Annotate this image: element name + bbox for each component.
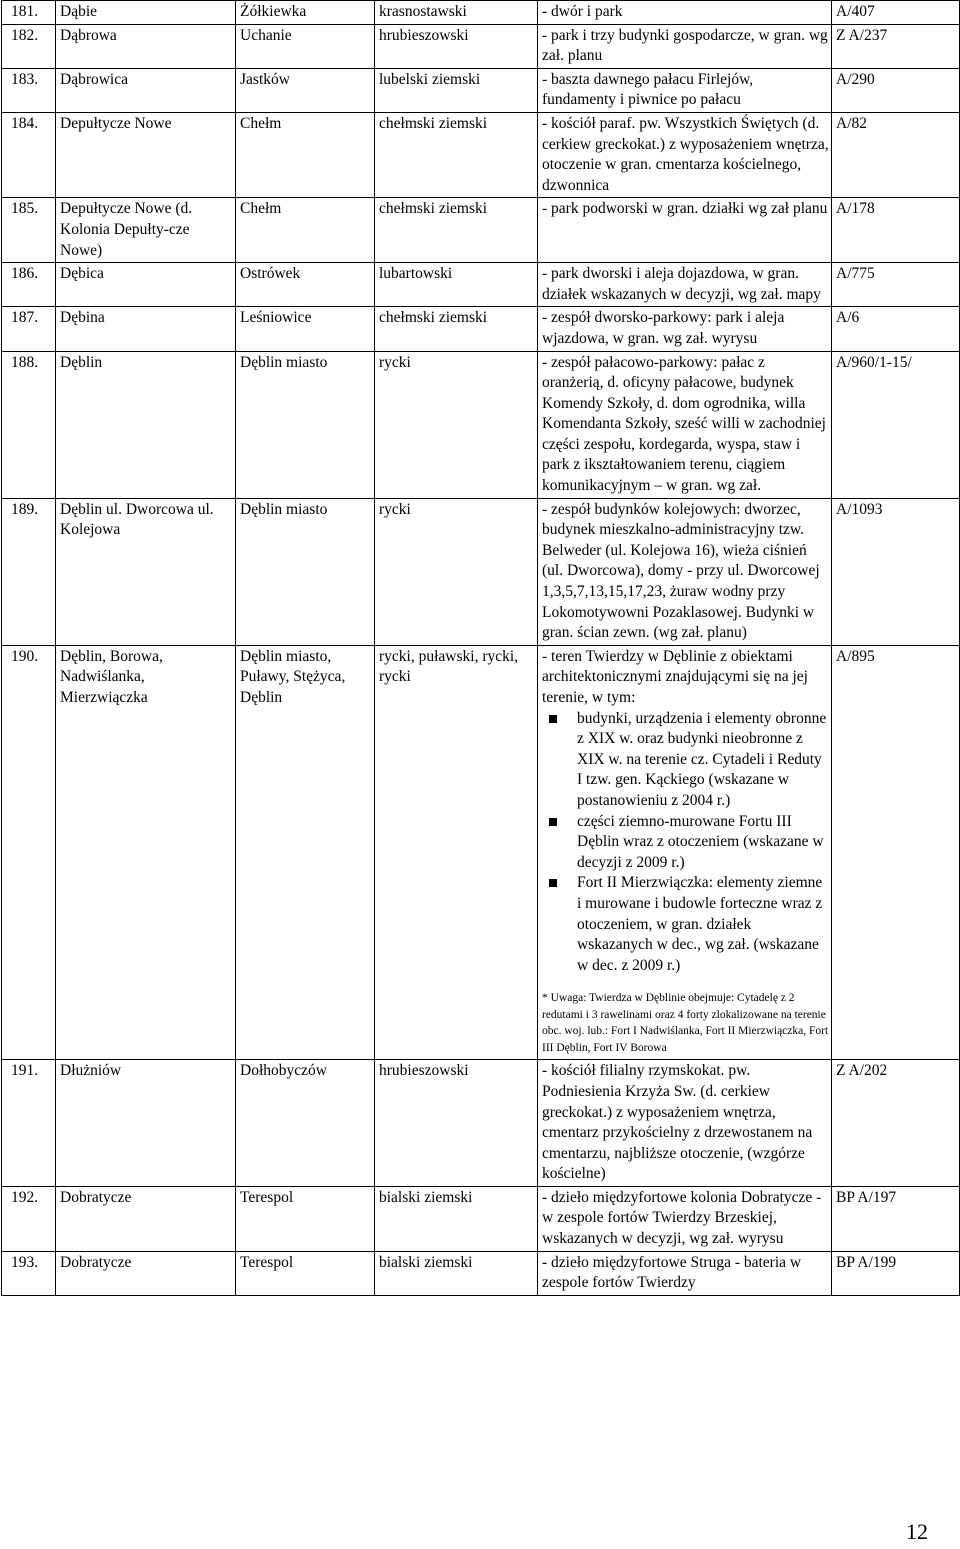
cell-register-number-text: A/290: [836, 70, 875, 88]
cell-description-text: - zespół budynków kolejowych: dworzec, budynek mieszkalno-administracyjny tzw. Belweder (ul. Kolejowa 16), wieża ciśnień (ul. Dworcowa), domy - przy ul. Dworcowej 1,3,5,7,13,15,17,23, żuraw wodny przy Lokomotywowni Pozaklasowej. Budynki w gran. ścian zewn. (wg zał. planu): [542, 500, 820, 642]
cell-place: [56, 1251, 236, 1295]
cell-place: [56, 198, 236, 263]
table-row: [2, 307, 960, 351]
cell-gmina: [236, 1, 375, 25]
cell-register-number-text: Z A/237: [836, 26, 888, 44]
cell-register-number-text: BP A/197: [836, 1188, 897, 1206]
cell-number-text: 193.: [11, 1253, 39, 1271]
cell-register-number: [832, 351, 960, 498]
table-row: [2, 351, 960, 498]
bullet-item: Fort II Mierzwiączka: elementy ziemne i murowane i budowle forteczne wraz z otoczeniem, w gran. działek wskazanych w dec., wg zał. (wskazane w dec. z 2009 r.): [542, 873, 829, 976]
cell-register-number-text: BP A/199: [836, 1253, 897, 1271]
cell-number-text: 188.: [11, 353, 39, 371]
cell-place-text: Dębica: [60, 265, 104, 283]
cell-gmina: [236, 351, 375, 498]
cell-powiat-text: krasnostawski: [379, 3, 467, 20]
cell-gmina: [236, 1251, 375, 1295]
cell-place: [56, 307, 236, 351]
cell-number: [2, 24, 56, 68]
cell-register-number-text: A/960/1-15/: [836, 353, 912, 371]
cell-number: [2, 1251, 56, 1295]
cell-register-number-text: A/895: [836, 647, 875, 665]
cell-description-text: - baszta dawnego pałacu Firlejów, fundamenty i piwnice po pałacu: [542, 70, 754, 109]
cell-gmina-text: Dęblin miasto: [240, 353, 328, 371]
cell-description: [538, 198, 832, 263]
cell-powiat-text: chełmski ziemski: [379, 114, 488, 132]
cell-description-text: - kościół paraf. pw. Wszystkich Świętych (d. cerkiew greckokat.) z wyposażeniem wnętrza, otoczenie w gran. cmentarza kościelnego, dzwonnica: [542, 114, 829, 194]
cell-number: [2, 498, 56, 645]
cell-register-number-text: A/775: [836, 265, 875, 283]
cell-gmina: [236, 198, 375, 263]
cell-powiat: [375, 1186, 538, 1251]
cell-description-text: - dwór i park: [542, 3, 623, 20]
cell-powiat-text: hrubieszowski: [379, 26, 469, 44]
cell-powiat: [375, 1, 538, 25]
cell-description: [538, 263, 832, 307]
cell-number-text: 191.: [11, 1062, 39, 1080]
cell-description: [538, 112, 832, 197]
cell-number: [2, 1186, 56, 1251]
cell-register-number-text: A/82: [836, 114, 867, 132]
cell-description: [538, 351, 832, 498]
cell-powiat-text: chełmski ziemski: [379, 309, 488, 327]
cell-powiat-text: chełmski ziemski: [379, 200, 488, 218]
cell-place: [56, 1060, 236, 1187]
cell-powiat: [375, 263, 538, 307]
register-table: [1, 0, 960, 1296]
cell-register-number-text: A/407: [836, 3, 875, 20]
cell-powiat: [375, 1060, 538, 1187]
cell-powiat-text: rycki: [379, 353, 411, 371]
table-row: [2, 24, 960, 68]
cell-gmina-text: Terespol: [240, 1253, 294, 1271]
cell-description: [538, 68, 832, 112]
cell-description: [538, 645, 832, 1060]
cell-number-text: 185.: [11, 200, 39, 218]
cell-register-number-text: A/178: [836, 200, 875, 218]
cell-gmina: [236, 1186, 375, 1251]
cell-powiat-text: bialski ziemski: [379, 1188, 473, 1206]
table-row: [2, 1060, 960, 1187]
cell-register-number-text: A/6: [836, 309, 860, 327]
cell-gmina: [236, 112, 375, 197]
cell-number: [2, 68, 56, 112]
cell-powiat: [375, 24, 538, 68]
table-row: [2, 498, 960, 645]
cell-number: [2, 1, 56, 25]
cell-number-text: 182.: [11, 26, 39, 44]
cell-register-number: [832, 1, 960, 25]
cell-gmina-text: Terespol: [240, 1188, 294, 1206]
cell-gmina-text: Jastków: [240, 70, 290, 88]
cell-gmina-text: Uchanie: [240, 26, 292, 44]
cell-gmina: [236, 1060, 375, 1187]
cell-register-number: [832, 198, 960, 263]
cell-description-text: - park dworski i aleja dojazdowa, w gran. działek wskazanych w decyzji, wg zał. mapy: [542, 265, 821, 303]
cell-powiat: [375, 1251, 538, 1295]
cell-gmina-text: Leśniowice: [240, 309, 312, 327]
cell-place-text: Dobratycze: [60, 1253, 132, 1271]
cell-number-text: 186.: [11, 265, 39, 283]
cell-register-number: [832, 1060, 960, 1187]
cell-place: [56, 1, 236, 25]
cell-number: [2, 198, 56, 263]
page-number: 12: [906, 1519, 928, 1544]
table-row: [2, 198, 960, 263]
cell-gmina: [236, 498, 375, 645]
cell-description: [538, 24, 832, 68]
cell-gmina-text: Dęblin miasto: [240, 500, 328, 518]
cell-number-text: 184.: [11, 114, 39, 132]
cell-register-number: [832, 1186, 960, 1251]
cell-gmina: [236, 645, 375, 1060]
bullet-item: części ziemno-murowane Fortu III Dęblin wraz z otoczeniem (wskazane w decyzji z 2009 r.): [542, 812, 829, 874]
cell-powiat-text: lubartowski: [379, 265, 453, 283]
cell-place-text: Depułtycze Nowe: [60, 114, 172, 132]
cell-powiat: [375, 498, 538, 645]
cell-description-text: - park i trzy budynki gospodarcze, w gran. wg zał. planu: [542, 26, 828, 65]
cell-place: [56, 263, 236, 307]
cell-number-text: 192.: [11, 1188, 39, 1206]
cell-description-text: - kościół filialny rzymskokat. pw. Podniesienia Krzyża Sw. (d. cerkiew greckokat.) z wyposażeniem wnętrza, cmentarz przykościelny z drzewostanem na cmentarzu, najbliższe otoczenie, (wzgórze kościelne): [542, 1062, 813, 1183]
cell-gmina-text: Chełm: [240, 200, 282, 218]
cell-place: [56, 351, 236, 498]
cell-gmina-text: Chełm: [240, 114, 282, 132]
cell-place: [56, 498, 236, 645]
cell-description: [538, 1251, 832, 1295]
table-row: [2, 1186, 960, 1251]
cell-place-text: Dębina: [60, 309, 105, 327]
cell-description-text: - teren Twierdzy w Dęblinie z obiektami architektonicznymi znajdującymi się na jej terenie, w tym:: [542, 647, 808, 706]
cell-powiat: [375, 307, 538, 351]
cell-description-text: - zespół dworsko-parkowy: park i aleja wjazdowa, w gran. wg zał. wyrysu: [542, 309, 785, 347]
cell-place: [56, 645, 236, 1060]
table-row: [2, 68, 960, 112]
cell-number: [2, 307, 56, 351]
cell-register-number: [832, 112, 960, 197]
table-row: [2, 645, 960, 1060]
cell-number-text: 181.: [11, 3, 39, 20]
cell-gmina: [236, 263, 375, 307]
cell-gmina-text: Ostrówek: [240, 265, 301, 283]
cell-number: [2, 645, 56, 1060]
cell-description: [538, 1, 832, 25]
bullet-item: budynki, urządzenia i elementy obronne z XIX w. oraz budynki nieobronne z XIX w. na terenie cz. Cytadeli i Reduty I tzw. gen. Kąckiego (wskazane w postanowieniu z 2004 r.): [542, 709, 829, 812]
cell-gmina: [236, 24, 375, 68]
bullet-list: [542, 709, 829, 977]
table-row: [2, 112, 960, 197]
cell-number: [2, 351, 56, 498]
cell-gmina-text: Dęblin miasto, Puławy, Stężyca, Dęblin: [240, 647, 346, 706]
cell-register-number: [832, 1251, 960, 1295]
cell-place: [56, 68, 236, 112]
cell-gmina-text: Dołhobyczów: [240, 1062, 327, 1080]
cell-place-text: Dobratycze: [60, 1188, 132, 1206]
cell-number-text: 189.: [11, 500, 39, 518]
cell-place-text: Dęblin ul. Dworcowa ul. Kolejowa: [60, 500, 214, 539]
cell-description: [538, 1186, 832, 1251]
cell-place-text: Dęblin, Borowa, Nadwiślanka, Mierzwiączka: [60, 647, 163, 706]
cell-powiat: [375, 112, 538, 197]
cell-description: [538, 498, 832, 645]
cell-gmina: [236, 68, 375, 112]
cell-powiat: [375, 68, 538, 112]
cell-place-text: Dąbrowa: [60, 26, 117, 44]
cell-place-text: Dłużniów: [60, 1062, 122, 1080]
cell-number-text: 187.: [11, 309, 39, 327]
cell-register-number: [832, 498, 960, 645]
footnote: * Uwaga: Twierdza w Dęblinie obejmuje: Cytadelę z 2 redutami i 3 rawelinami oraz 4 forty zlokalizowane na terenie obc. woj. lub.: Fort I Nadwiślanka, Fort II Mierzwiączka, Fort III Dęblin, Fort IV Borowa: [542, 992, 829, 1054]
cell-register-number-text: Z A/202: [836, 1062, 888, 1080]
cell-powiat-text: rycki: [379, 500, 411, 518]
cell-number: [2, 112, 56, 197]
cell-powiat: [375, 645, 538, 1060]
cell-place-text: Dęblin: [60, 353, 103, 371]
cell-register-number: [832, 68, 960, 112]
cell-powiat: [375, 351, 538, 498]
cell-gmina: [236, 307, 375, 351]
cell-number-text: 183.: [11, 70, 39, 88]
table-row: [2, 1, 960, 25]
cell-number: [2, 263, 56, 307]
cell-register-number: [832, 263, 960, 307]
cell-register-number: [832, 645, 960, 1060]
cell-place-text: Dąbrowica: [60, 70, 128, 88]
cell-place-text: Dąbie: [60, 3, 98, 20]
cell-gmina-text: Żółkiewka: [240, 3, 307, 20]
cell-description: [538, 1060, 832, 1187]
cell-description-text: - park podworski w gran. działki wg zał planu: [542, 200, 828, 218]
table-row: [2, 263, 960, 307]
cell-place: [56, 112, 236, 197]
cell-powiat: [375, 198, 538, 263]
cell-description-text: - dzieło międzyfortowe Struga - bateria w zespole fortów Twierdzy: [542, 1253, 802, 1292]
cell-powiat-text: bialski ziemski: [379, 1253, 473, 1271]
cell-powiat-text: rycki, puławski, rycki, rycki: [379, 647, 519, 686]
cell-place-text: Depułtycze Nowe (d. Kolonia Depułty-cze Nowe): [60, 200, 193, 259]
cell-register-number: [832, 24, 960, 68]
cell-register-number: [832, 307, 960, 351]
cell-number: [2, 1060, 56, 1187]
table-row: [2, 1251, 960, 1295]
cell-register-number-text: A/1093: [836, 500, 883, 518]
cell-place: [56, 24, 236, 68]
cell-place: [56, 1186, 236, 1251]
cell-description-text: - zespół pałacowo-parkowy: pałac z oranżerią, d. oficyny pałacowe, budynek Komendy Szkoły, d. dom ogrodnika, willa Komendanta Szkoły, sześć willi w zachodniej części zespołu, kordegarda, wyspa, staw i park z ikształtowaniem terenu, ciągiem komunikacyjnym – w gran. wg zał.: [542, 353, 826, 495]
cell-powiat-text: lubelski ziemski: [379, 70, 481, 88]
cell-number-text: 190.: [11, 647, 39, 665]
register-table-body: [2, 1, 960, 1296]
cell-description-text: - dzieło międzyfortowe kolonia Dobratycze - w zespole fortów Twierdzy Brzeskiej, wskazanych w decyzji, wg zał. wyrysu: [542, 1188, 822, 1248]
cell-description: [538, 307, 832, 351]
cell-powiat-text: hrubieszowski: [379, 1062, 469, 1080]
